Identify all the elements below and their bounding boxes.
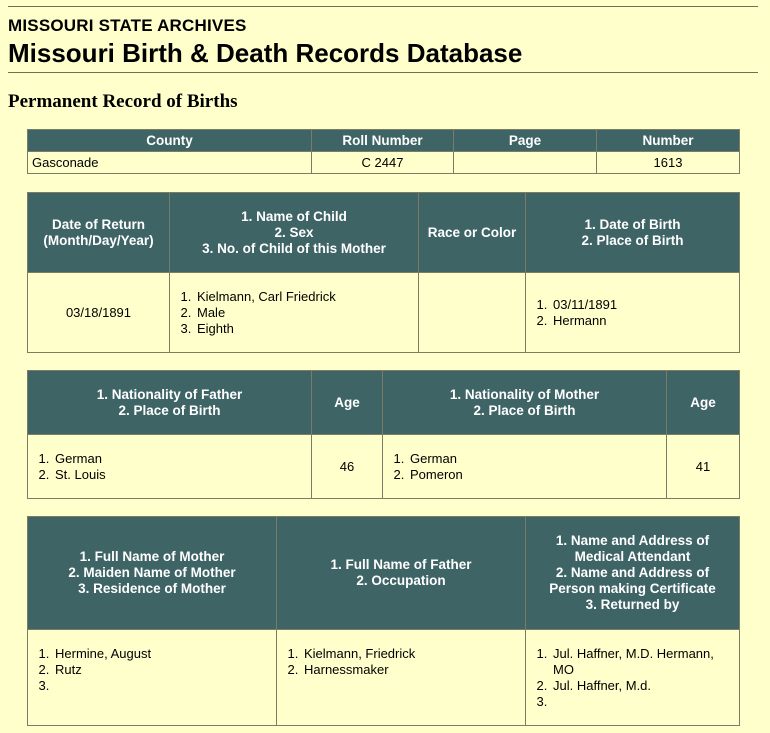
- roll-number-header: Roll Number: [312, 130, 454, 152]
- father-name-header-line: 1. Full Name of Father: [330, 557, 472, 572]
- father-occupation: 2. Harnessmaker: [302, 662, 521, 678]
- mother-age-value: 41: [667, 435, 740, 499]
- mother-residence: [53, 678, 272, 694]
- race-value: [419, 273, 526, 353]
- mother-maiden-name: 2. Rutz: [53, 662, 272, 678]
- father-name-header: [277, 517, 526, 630]
- father-name-header-line: 2. Occupation: [356, 573, 446, 588]
- mother-nationality-header: [383, 371, 667, 435]
- child-header: [170, 193, 419, 273]
- returned-by: [551, 694, 735, 710]
- mother-name-values: [28, 630, 277, 726]
- record-info-table: [27, 129, 740, 174]
- father-age-header: Age: [312, 371, 383, 435]
- page-value: [454, 152, 597, 174]
- child-info-table: [27, 192, 740, 353]
- child-header-line: 1. Name of Child: [241, 208, 347, 224]
- header-divider: [8, 72, 758, 73]
- father-nationality-values: [28, 435, 312, 499]
- medical-attendant: 1. Jul. Haffner, M.D. Hermann, MO: [551, 646, 735, 678]
- child-sex: 2. Male: [195, 305, 414, 321]
- attendant-values: [526, 630, 740, 726]
- birth-values: [526, 273, 740, 353]
- mother-nationality: 1. German: [408, 451, 662, 467]
- birth-header-line: 2. Place of Birth: [581, 232, 684, 248]
- mother-name-header-line: 1. Full Name of Mother: [79, 549, 225, 564]
- names-table: [27, 516, 740, 726]
- certificate-maker: 2. Jul. Haffner, M.d.: [551, 678, 735, 694]
- father-birthplace: 2. St. Louis: [53, 467, 307, 483]
- father-age-value: 46: [312, 435, 383, 499]
- attendant-header: [526, 517, 740, 630]
- child-number: 3. Eighth: [195, 321, 414, 337]
- mother-birthplace: 2. Pomeron: [408, 467, 662, 483]
- mother-nationality-header-line: 1. Nationality of Mother: [449, 386, 600, 402]
- org-name: MISSOURI STATE ARCHIVES: [8, 16, 247, 35]
- father-nationality-header-line: 1. Nationality of Father: [96, 386, 243, 402]
- child-name: 1. Kielmann, Carl Friedrick: [195, 289, 414, 305]
- date-of-return-header: Date of Return (Month/Day/Year): [28, 193, 170, 273]
- father-nationality-header-line: 2. Place of Birth: [118, 402, 221, 418]
- date-of-return-value: 03/18/1891: [28, 273, 170, 353]
- parents-nationality-table: [27, 370, 740, 499]
- mother-nationality-header-line: 2. Place of Birth: [473, 402, 576, 418]
- mother-name-header-line: 3. Residence of Mother: [78, 581, 226, 596]
- attendant-header-line: 2. Name and Address of: [555, 565, 710, 580]
- father-name-values: [277, 630, 526, 726]
- mother-full-name: 1. Hermine, August: [53, 646, 272, 662]
- father-nationality-header: [28, 371, 312, 435]
- race-header: Race or Color: [419, 193, 526, 273]
- roll-number-value: C 2447: [312, 152, 454, 174]
- section-title: Permanent Record of Births: [8, 91, 238, 112]
- attendant-header-line: 3. Returned by: [585, 597, 680, 612]
- birth-header-line: 1. Date of Birth: [584, 216, 681, 232]
- number-header: Number: [597, 130, 740, 152]
- county-value: Gasconade: [28, 152, 312, 174]
- attendant-header-line: Person making Certificate: [549, 581, 716, 596]
- mother-age-header: Age: [667, 371, 740, 435]
- attendant-header-line: Medical Attendant: [574, 549, 691, 564]
- father-full-name: 1. Kielmann, Friedrick: [302, 646, 521, 662]
- birth-date: 1. 03/11/1891: [551, 297, 735, 313]
- database-title: Missouri Birth & Death Records Database: [8, 38, 523, 68]
- number-value: 1613: [597, 152, 740, 174]
- child-header-line: 3. No. of Child of this Mother: [202, 240, 386, 256]
- child-header-line: 2. Sex: [274, 224, 314, 240]
- father-nationality: 1. German: [53, 451, 307, 467]
- county-header: County: [28, 130, 312, 152]
- mother-name-header: [28, 517, 277, 630]
- page-header: Page: [454, 130, 597, 152]
- mother-name-header-line: 2. Maiden Name of Mother: [68, 565, 236, 580]
- birth-place: 2. Hermann: [551, 313, 735, 329]
- attendant-header-line: 1. Name and Address of: [555, 533, 710, 548]
- birth-header: [526, 193, 740, 273]
- child-values: [170, 273, 419, 353]
- mother-nationality-values: [383, 435, 667, 499]
- top-divider: [8, 6, 758, 7]
